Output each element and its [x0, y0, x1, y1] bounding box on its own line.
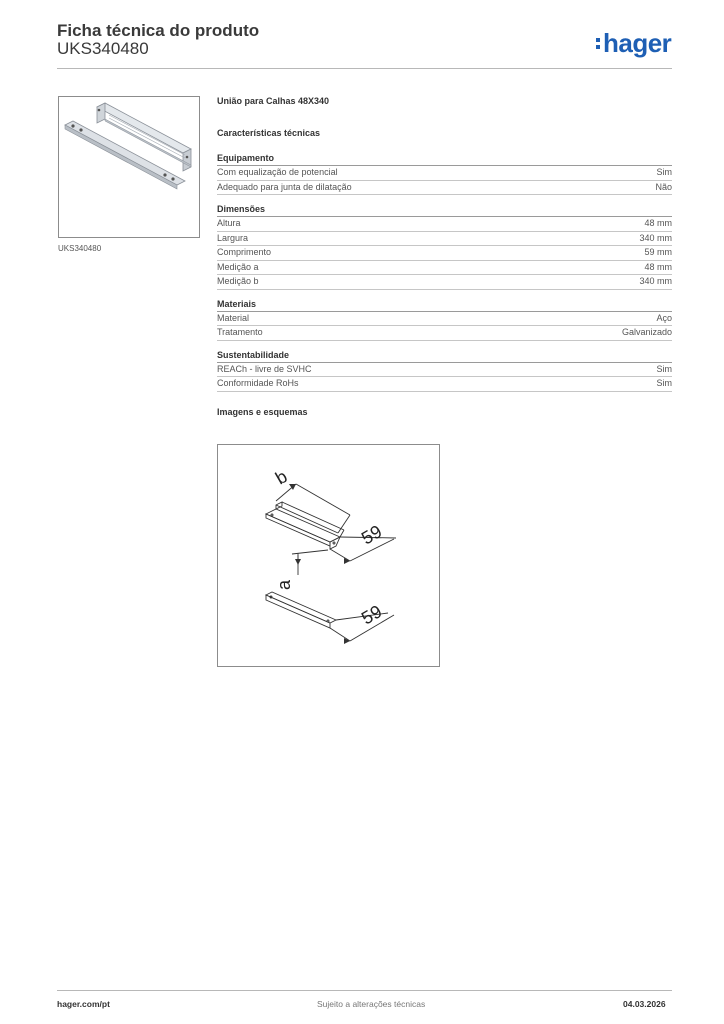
row-value: 340 mm: [639, 276, 672, 286]
dim-label-a: a: [274, 579, 294, 590]
table-row: [217, 217, 672, 232]
tech-heading: Características técnicas: [217, 128, 321, 138]
dimension-drawing-icon: [218, 445, 439, 666]
logo-text: hager: [603, 28, 672, 58]
table-row: [217, 363, 672, 378]
table-row: [217, 166, 672, 181]
footer-url-link[interactable]: hager.com/pt: [57, 999, 110, 1009]
row-label: Material: [217, 312, 250, 323]
table-row: [217, 312, 672, 327]
section-title: Sustentabilidade: [217, 350, 672, 363]
row-value: 48 mm: [644, 218, 672, 228]
row-value: Sim: [656, 167, 672, 177]
table-row: [217, 246, 672, 261]
dim-label-b: b: [272, 466, 291, 489]
section-equipment: [217, 153, 672, 195]
footer-divider: [57, 990, 672, 991]
row-label: Comprimento: [217, 247, 272, 257]
row-value: Sim: [656, 363, 672, 374]
page-title: Ficha técnica do produto: [57, 21, 260, 40]
row-value: 59 mm: [644, 247, 672, 257]
tech-content: [217, 96, 672, 417]
table-row: [217, 377, 672, 392]
row-label: Adequado para junta de dilatação: [217, 181, 352, 192]
header-divider: [57, 68, 672, 69]
hager-logo: [596, 28, 671, 59]
row-value: Galvanizado: [621, 327, 672, 337]
row-label: Tratamento: [217, 327, 263, 337]
row-value: Aço: [656, 312, 672, 323]
product-photo-icon: [59, 97, 199, 237]
row-label: Altura: [217, 218, 241, 228]
row-label: Largura: [217, 232, 249, 243]
table-row: [217, 261, 672, 276]
table-row: [217, 232, 672, 247]
section-title: Materiais: [217, 299, 672, 312]
product-code: UKS340480: [57, 39, 149, 58]
row-label: REACh - livre de SVHC: [217, 363, 312, 374]
dim-label-59-top: 59: [358, 521, 386, 549]
row-label: Conformidade RoHs: [217, 378, 299, 388]
product-photo: [58, 96, 200, 238]
row-value: 48 mm: [644, 261, 672, 272]
section-dimensions: [217, 204, 672, 290]
row-value: Não: [655, 181, 672, 192]
row-label: Com equalização de potencial: [217, 167, 338, 177]
section-title: Dimensões: [217, 204, 672, 217]
section-sustainability: [217, 350, 672, 392]
row-value: 340 mm: [639, 232, 672, 243]
photo-caption: UKS340480: [58, 244, 102, 253]
footer-note: Sujeito a alterações técnicas: [317, 999, 426, 1009]
table-row: [217, 181, 672, 196]
footer-date: 04.03.2026: [623, 999, 666, 1009]
section-title: Equipamento: [217, 153, 672, 166]
images-heading: Imagens e esquemas: [217, 406, 308, 417]
product-name: União para Calhas 48X340: [217, 96, 330, 106]
section-materials: [217, 299, 672, 341]
logo-dots-icon: [596, 35, 601, 52]
row-label: Medição b: [217, 276, 259, 286]
table-row: [217, 275, 672, 290]
row-value: Sim: [656, 378, 672, 388]
table-row: [217, 326, 672, 341]
dim-label-59-bottom: 59: [358, 601, 386, 629]
row-label: Medição a: [217, 261, 259, 272]
technical-drawing: [217, 444, 440, 667]
